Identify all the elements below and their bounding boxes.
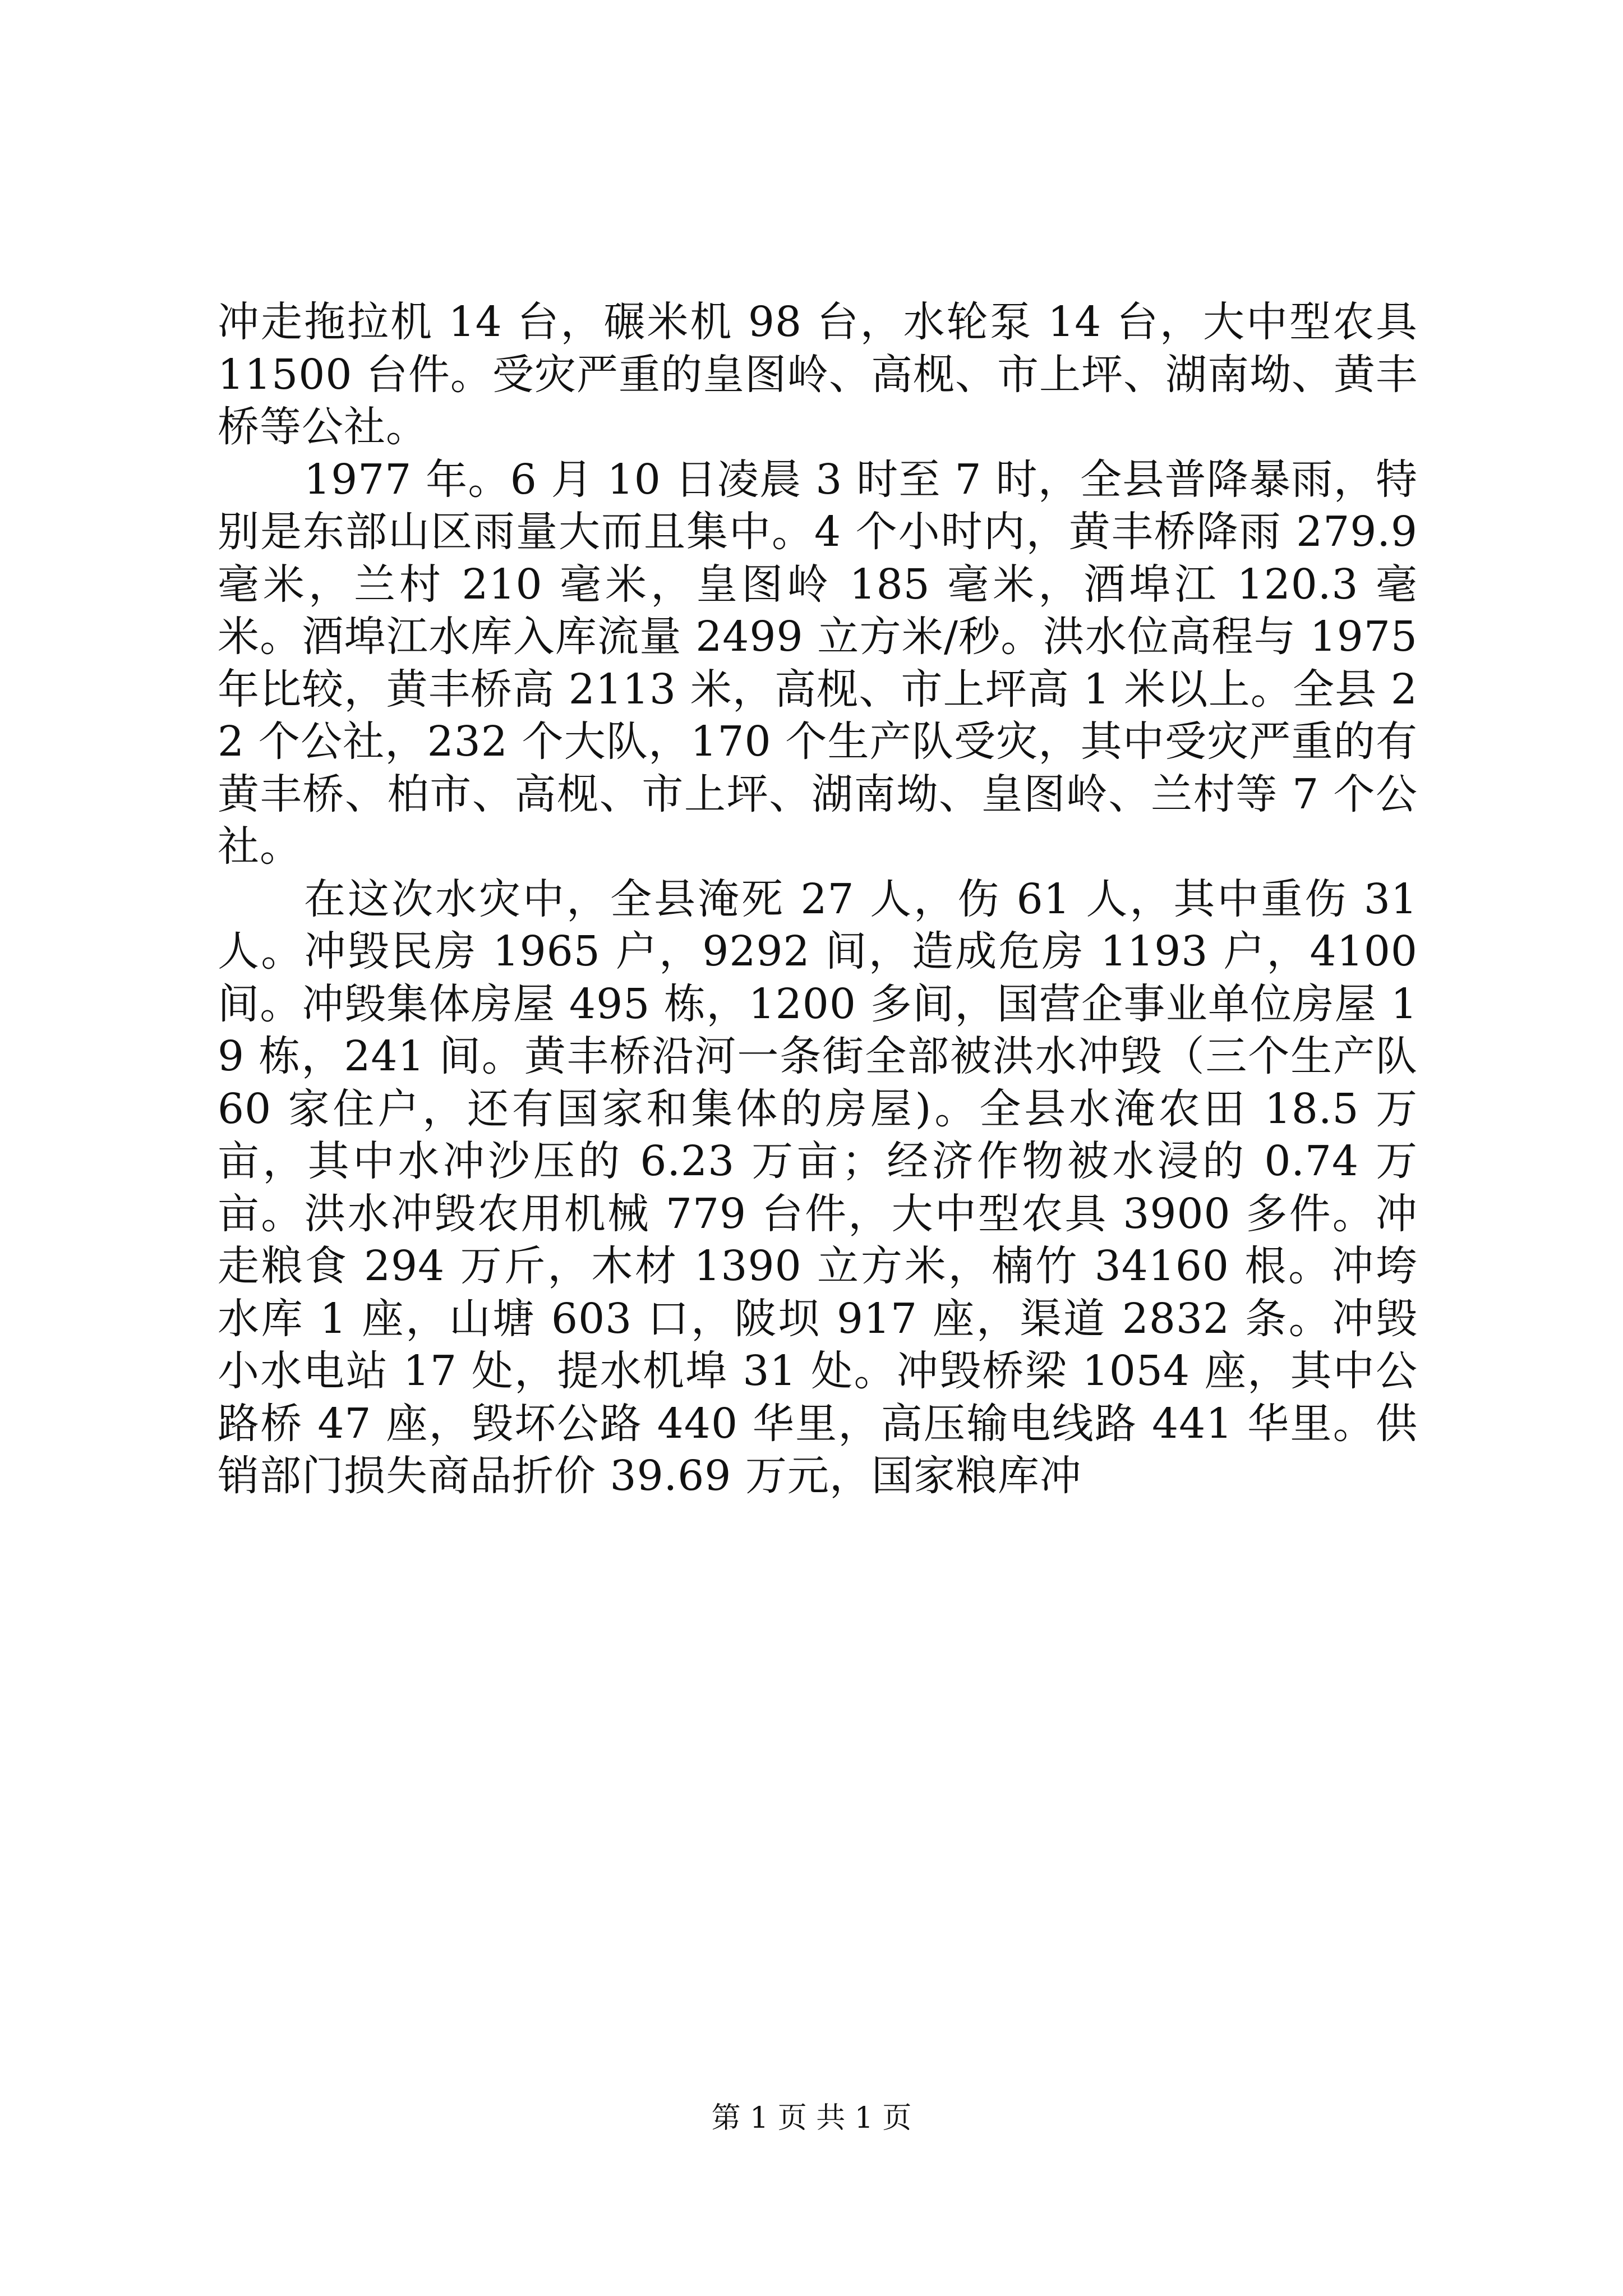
document-body [218, 296, 1418, 1503]
paragraph-1: 冲走拖拉机 14 台，碾米机 98 台，水轮泵 14 台，大中型农具 11500 台件。受灾严重的皇图岭、高枧、市上坪、湖南坳、黄丰桥等公社。 [218, 298, 1418, 451]
paragraph-3: 在这次水灾中，全县淹死 27 人，伤 61 人，其中重伤 31 人。冲毁民房 1965 户，9292 间，造成危房 1193 户，4100 间。冲毁集体房屋 495 栋，1200 多间，国营企事业单位房屋 19 栋，241 间。黄丰桥沿河一条街全部被洪水冲毁（三个生产队 60 家住户，还有国家和集体的房屋)。全县水淹农田 18.5 万亩，其中水冲沙压的 6.23 万亩；经济作物被水浸的 0.74 万亩。洪水冲毁农用机械 779 台件，大中型农具 3900 多件。冲走粮食 294 万斤，木材 1390 立方米，楠竹 34160 根。冲垮水库 1 座，山塘 603 口，陂坝 917 座，渠道 2832 条。冲毁小水电站 17 处，提水机埠 31 处。冲毁桥梁 1054 座，其中公路桥 47 座，毁坏公路 440 华里，高压输电线路 441 华里。供销部门损失商品折价 39.69 万元，国家粮库冲 [218, 875, 1418, 1500]
page-footer: 第 1 页 共 1 页 [711, 2101, 912, 2135]
paragraph-2: 1977 年。6 月 10 日凌晨 3 时至 7 时，全县普降暴雨，特别是东部山区雨量大而且集中。4 个小时内，黄丰桥降雨 279.9 毫米，兰村 210 毫米，皇图岭 185 毫米，酒埠江 120.3 毫米。酒埠江水库入库流量 2499 立方米/秒。洪水位高程与 1975 年比较，黄丰桥高 2113 米，高枧、市上坪高 1 米以上。全县 22 个公社，232 个大队，170 个生产队受灾，其中受灾严重的有黄丰桥、柏市、高枧、市上坪、湖南坳、皇图岭、兰村等 7 个公社。 [218, 455, 1418, 871]
